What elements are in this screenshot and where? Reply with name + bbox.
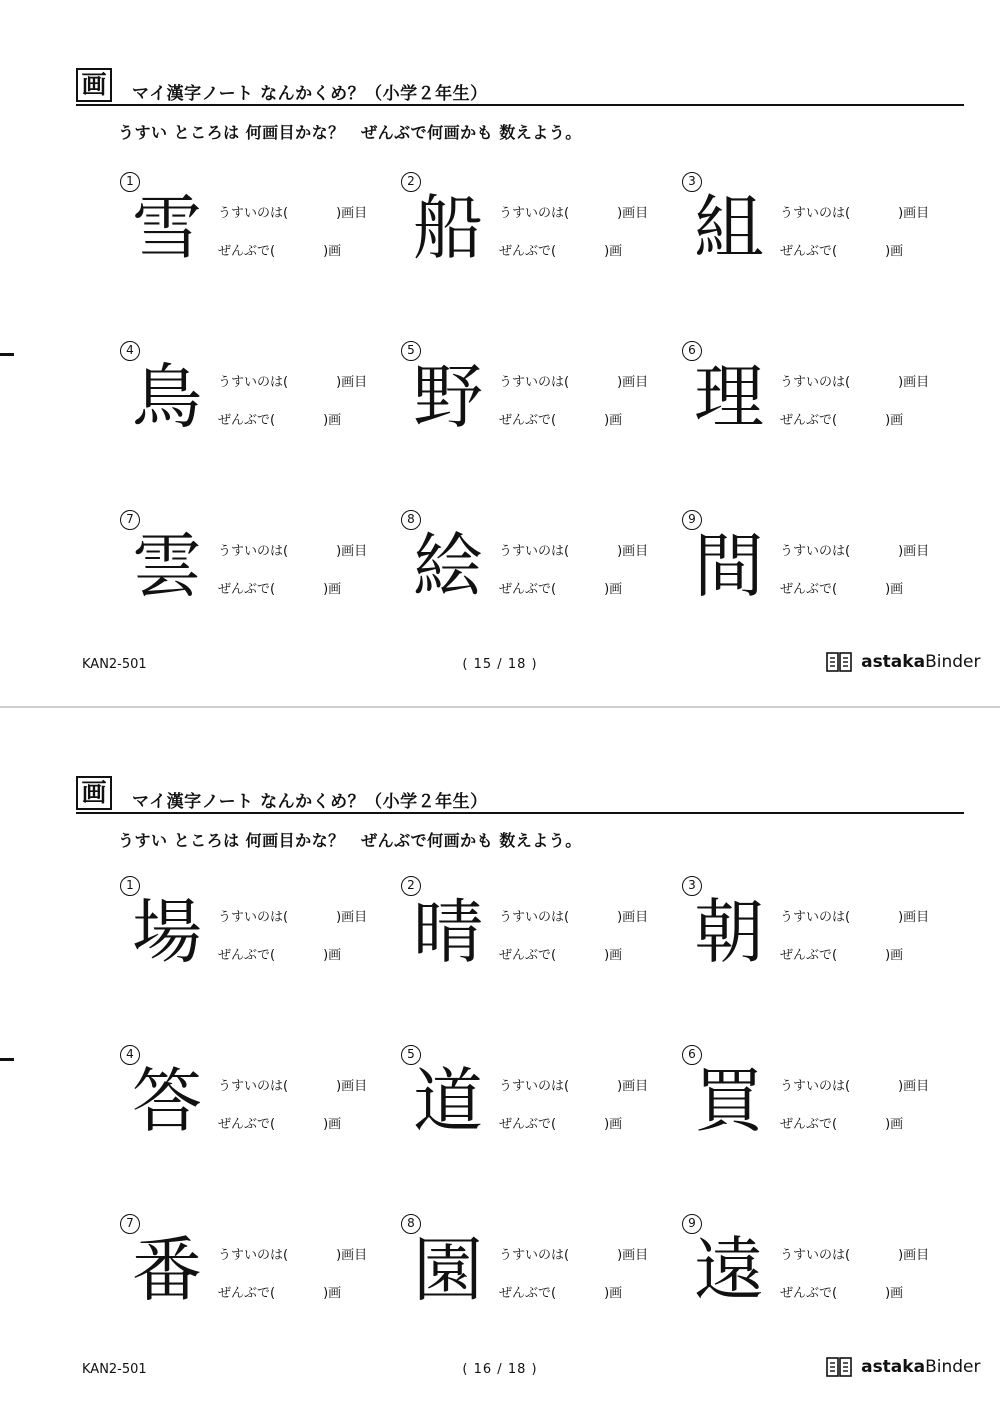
kanji-character: 雪 xyxy=(132,187,202,269)
thin-stroke-answer: うすいのは( )画目 xyxy=(780,910,930,925)
total-stroke-answer: ぜんぶで( )画 xyxy=(780,413,904,428)
problem-number: 9 xyxy=(682,510,702,530)
problem-item xyxy=(682,510,952,630)
kanji-character: 園 xyxy=(413,1229,483,1311)
thin-stroke-answer: うすいのは( )画目 xyxy=(780,375,930,390)
brand-name: astakaBinder xyxy=(861,652,981,672)
total-stroke-answer: ぜんぶで( )画 xyxy=(218,582,342,597)
problem-number: 4 xyxy=(120,1045,140,1065)
header-rule xyxy=(76,812,964,814)
book-icon xyxy=(826,651,852,673)
problem-item xyxy=(120,341,390,461)
total-stroke-answer: ぜんぶで( )画 xyxy=(499,1286,623,1301)
thin-stroke-answer: うすいのは( )画目 xyxy=(499,544,649,559)
kanji-character: 買 xyxy=(694,1060,764,1142)
problem-item xyxy=(401,876,671,996)
worksheet-footer xyxy=(0,1357,1000,1382)
problem-item xyxy=(120,876,390,996)
worksheet-title: マイ漢字ノート なんかくめ？（小学２年生） xyxy=(132,792,488,812)
thin-stroke-answer: うすいのは( )画目 xyxy=(499,910,649,925)
worksheet-header xyxy=(76,66,964,106)
problem-item xyxy=(120,1214,390,1334)
instruction-text: うすい ところは 何画目かな？ ぜんぶで何画かも 数えよう。 xyxy=(118,123,582,142)
header-rule xyxy=(76,104,964,106)
problem-number: 3 xyxy=(682,876,702,896)
brand-logo xyxy=(826,651,980,677)
problem-item xyxy=(120,172,390,292)
stroke-count-icon: 画 xyxy=(76,68,112,102)
problem-item xyxy=(682,1214,952,1334)
worksheet-title: マイ漢字ノート なんかくめ？（小学２年生） xyxy=(132,84,488,104)
thin-stroke-answer: うすいのは( )画目 xyxy=(218,910,368,925)
worksheet-code: KAN2-501 xyxy=(82,1362,147,1377)
problem-number: 6 xyxy=(682,341,702,361)
problem-item xyxy=(682,1045,952,1165)
worksheet-page-16 xyxy=(0,708,1000,1415)
total-stroke-answer: ぜんぶで( )画 xyxy=(218,413,342,428)
kanji-character: 朝 xyxy=(694,891,764,973)
kanji-character: 雲 xyxy=(132,525,202,607)
thin-stroke-answer: うすいのは( )画目 xyxy=(499,1248,649,1263)
problem-number: 5 xyxy=(401,1045,421,1065)
kanji-character: 鳥 xyxy=(132,356,202,438)
thin-stroke-answer: うすいのは( )画目 xyxy=(218,1248,368,1263)
problem-number: 7 xyxy=(120,1214,140,1234)
page-number: ( 16 / 18 ) xyxy=(462,1362,538,1377)
kanji-character: 絵 xyxy=(413,525,483,607)
stroke-count-icon: 画 xyxy=(76,776,112,810)
worksheet-header xyxy=(76,774,964,814)
problem-number: 6 xyxy=(682,1045,702,1065)
thin-stroke-answer: うすいのは( )画目 xyxy=(780,544,930,559)
kanji-character: 遠 xyxy=(694,1229,764,1311)
thin-stroke-answer: うすいのは( )画目 xyxy=(218,206,368,221)
brand-name: astakaBinder xyxy=(861,1357,981,1377)
kanji-character: 場 xyxy=(132,891,202,973)
thin-stroke-answer: うすいのは( )画目 xyxy=(780,1248,930,1263)
page-number: ( 15 / 18 ) xyxy=(462,657,538,672)
total-stroke-answer: ぜんぶで( )画 xyxy=(780,582,904,597)
problem-item xyxy=(401,1045,671,1165)
problem-number: 2 xyxy=(401,172,421,192)
total-stroke-answer: ぜんぶで( )画 xyxy=(780,948,904,963)
problem-item xyxy=(682,876,952,996)
problem-item xyxy=(401,341,671,461)
brand-logo xyxy=(826,1356,980,1382)
problem-item xyxy=(401,1214,671,1334)
problem-item xyxy=(120,1045,390,1165)
problem-number: 9 xyxy=(682,1214,702,1234)
kanji-character: 組 xyxy=(694,187,764,269)
problem-number: 8 xyxy=(401,1214,421,1234)
thin-stroke-answer: うすいのは( )画目 xyxy=(218,1079,368,1094)
problem-number: 2 xyxy=(401,876,421,896)
kanji-character: 間 xyxy=(694,525,764,607)
thin-stroke-answer: うすいのは( )画目 xyxy=(218,375,368,390)
thin-stroke-answer: うすいのは( )画目 xyxy=(499,1079,649,1094)
total-stroke-answer: ぜんぶで( )画 xyxy=(499,413,623,428)
total-stroke-answer: ぜんぶで( )画 xyxy=(218,948,342,963)
problem-item xyxy=(682,341,952,461)
total-stroke-answer: ぜんぶで( )画 xyxy=(499,582,623,597)
kanji-character: 理 xyxy=(694,356,764,438)
worksheet-code: KAN2-501 xyxy=(82,657,147,672)
total-stroke-answer: ぜんぶで( )画 xyxy=(780,1117,904,1132)
kanji-character: 道 xyxy=(413,1060,483,1142)
total-stroke-answer: ぜんぶで( )画 xyxy=(499,948,623,963)
kanji-character: 答 xyxy=(132,1060,202,1142)
worksheet-footer xyxy=(0,652,1000,677)
thin-stroke-answer: うすいのは( )画目 xyxy=(780,1079,930,1094)
thin-stroke-answer: うすいのは( )画目 xyxy=(499,375,649,390)
book-icon xyxy=(826,1356,852,1378)
thin-stroke-answer: うすいのは( )画目 xyxy=(780,206,930,221)
problem-item xyxy=(682,172,952,292)
total-stroke-answer: ぜんぶで( )画 xyxy=(218,1286,342,1301)
problem-number: 7 xyxy=(120,510,140,530)
total-stroke-answer: ぜんぶで( )画 xyxy=(218,244,342,259)
kanji-character: 晴 xyxy=(413,891,483,973)
thin-stroke-answer: うすいのは( )画目 xyxy=(218,544,368,559)
thin-stroke-answer: うすいのは( )画目 xyxy=(499,206,649,221)
problem-number: 1 xyxy=(120,876,140,896)
problem-number: 5 xyxy=(401,341,421,361)
total-stroke-answer: ぜんぶで( )画 xyxy=(499,1117,623,1132)
kanji-character: 野 xyxy=(413,356,483,438)
kanji-character: 番 xyxy=(132,1229,202,1311)
problem-number: 1 xyxy=(120,172,140,192)
kanji-character: 船 xyxy=(413,187,483,269)
total-stroke-answer: ぜんぶで( )画 xyxy=(780,244,904,259)
total-stroke-answer: ぜんぶで( )画 xyxy=(218,1117,342,1132)
problem-item xyxy=(401,510,671,630)
problem-number: 8 xyxy=(401,510,421,530)
total-stroke-answer: ぜんぶで( )画 xyxy=(780,1286,904,1301)
problem-item xyxy=(401,172,671,292)
instruction-text: うすい ところは 何画目かな？ ぜんぶで何画かも 数えよう。 xyxy=(118,831,582,850)
problem-item xyxy=(120,510,390,630)
problem-number: 3 xyxy=(682,172,702,192)
total-stroke-answer: ぜんぶで( )画 xyxy=(499,244,623,259)
problem-number: 4 xyxy=(120,341,140,361)
worksheet-page-15 xyxy=(0,0,1000,707)
